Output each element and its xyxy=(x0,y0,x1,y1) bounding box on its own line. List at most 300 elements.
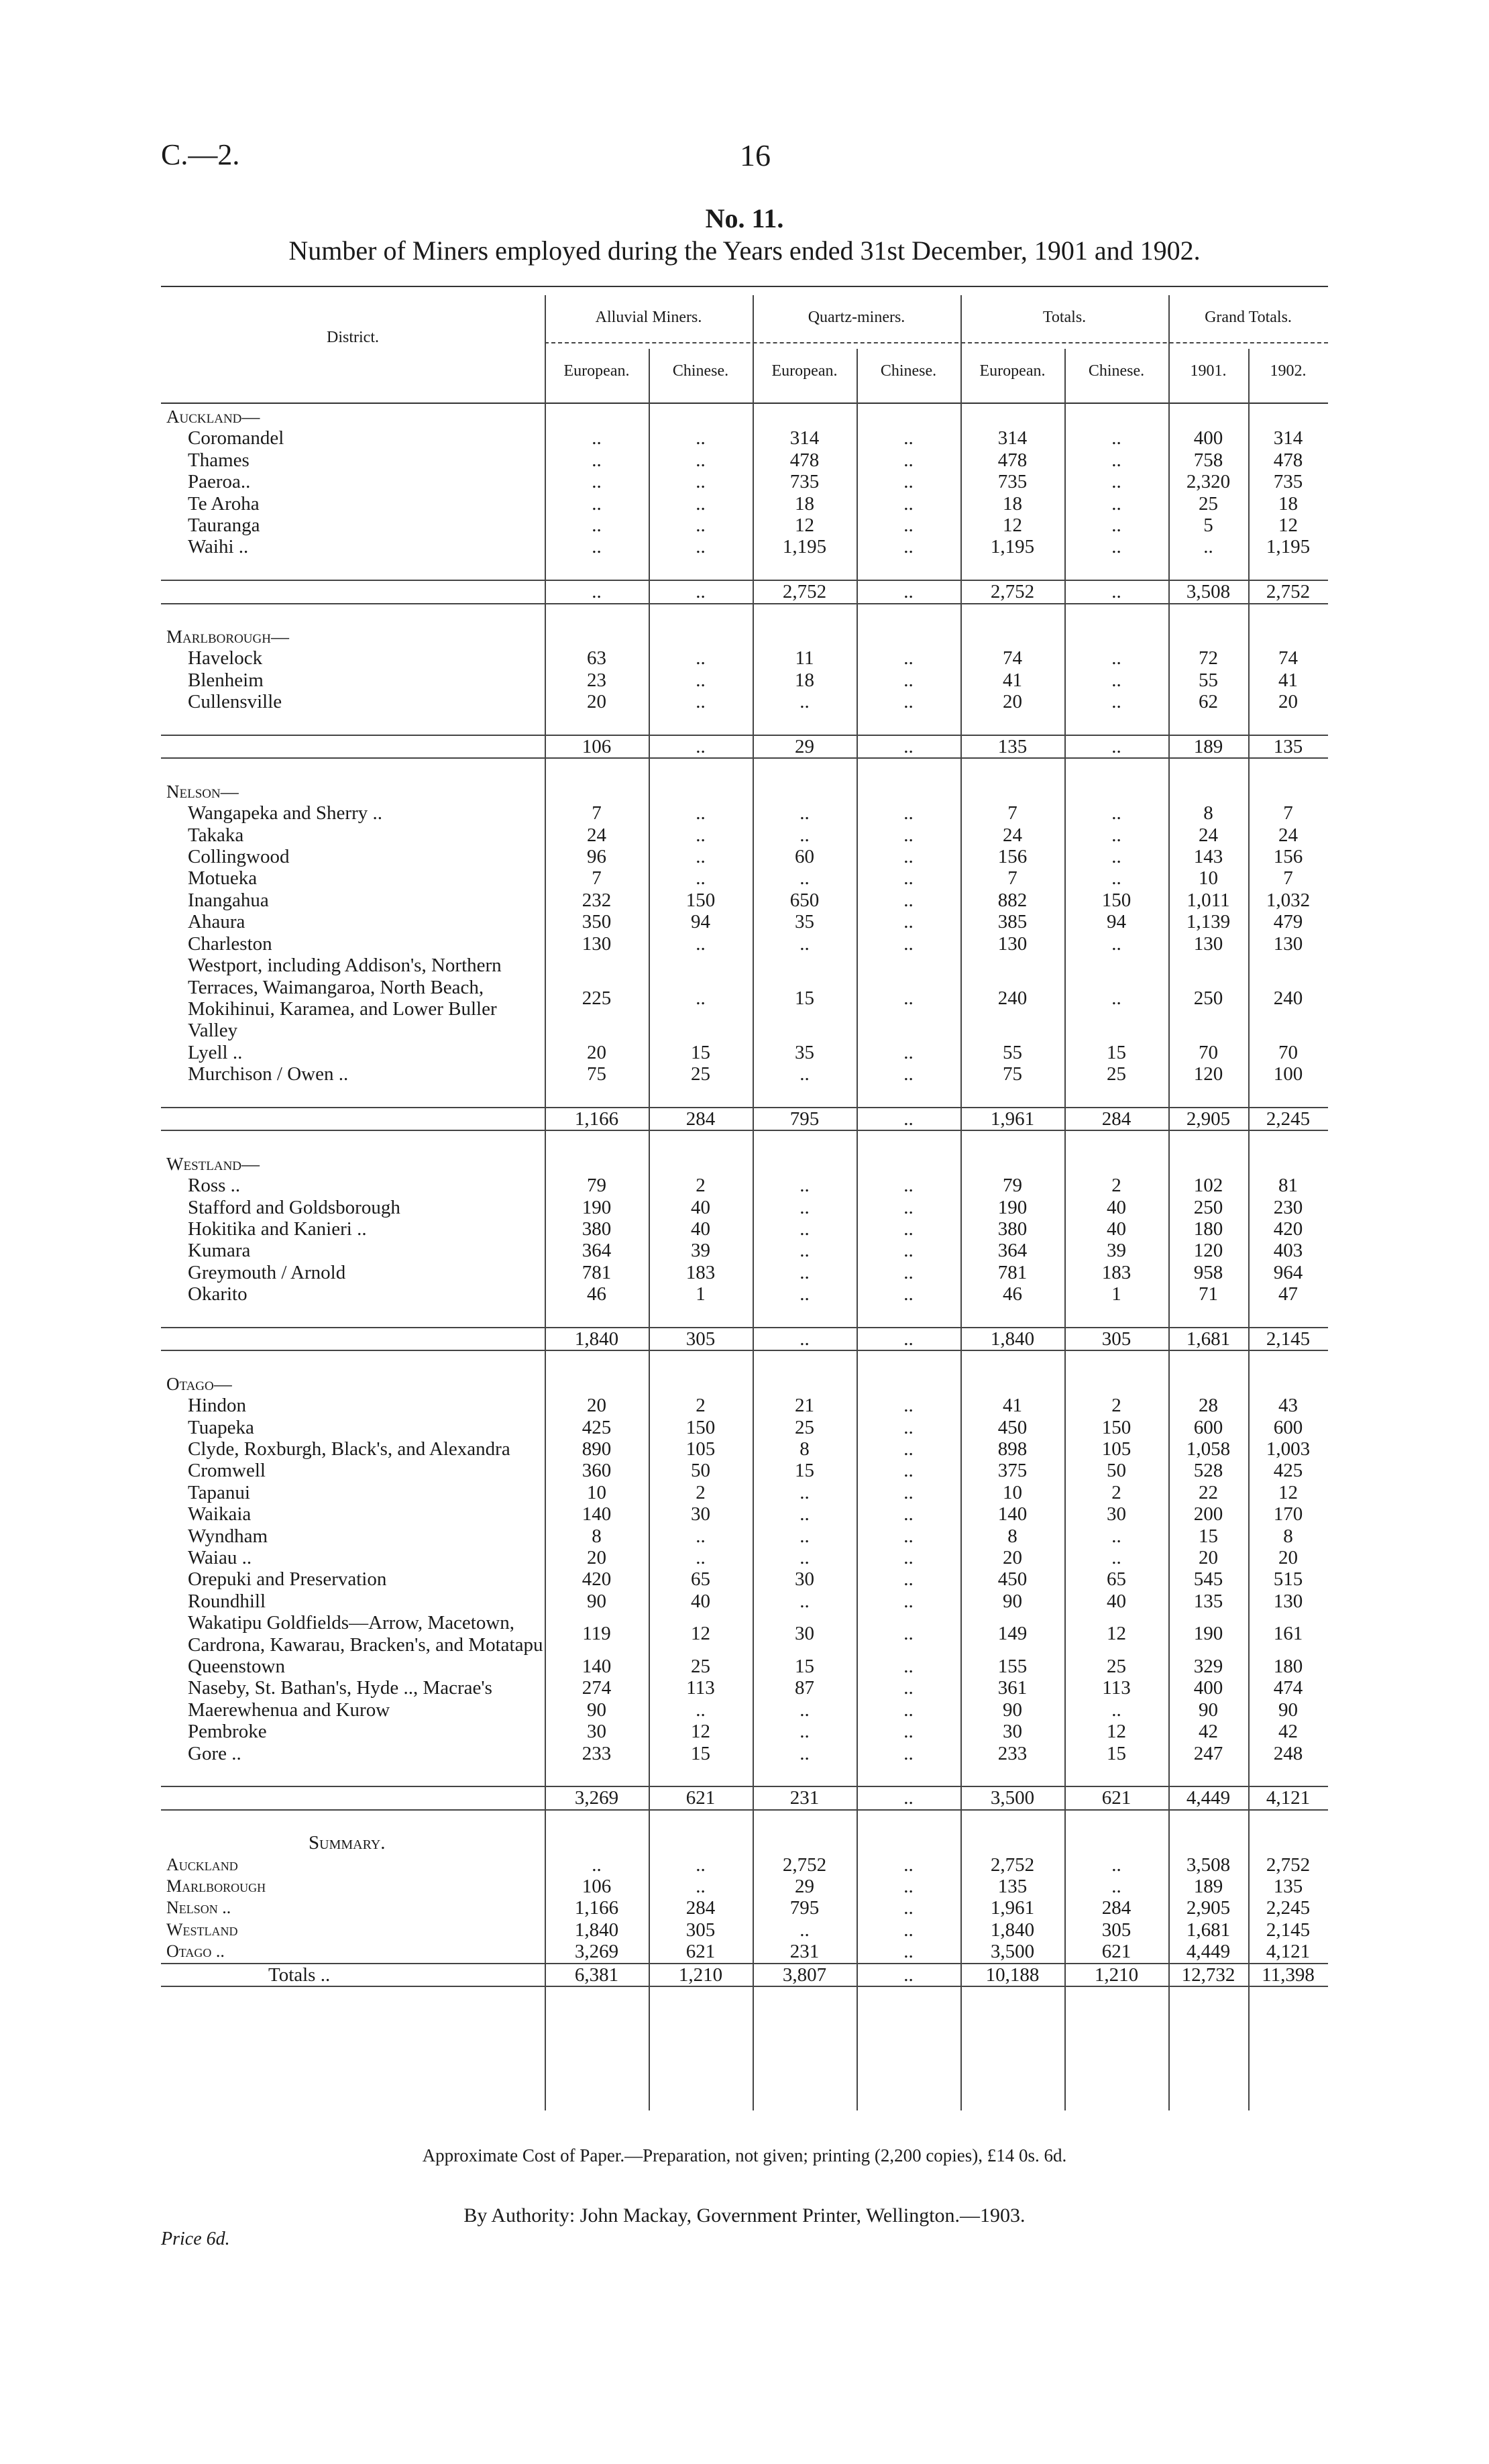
value-cell: 55 xyxy=(1199,669,1218,691)
grand-total-row xyxy=(161,1964,1328,1986)
value-cell: .. xyxy=(1111,1699,1121,1721)
value-cell: .. xyxy=(799,1481,810,1503)
value-cell: 329 xyxy=(1193,1656,1223,1678)
value-cell: 284 xyxy=(1064,1108,1168,1130)
value-cell: .. xyxy=(903,1590,914,1612)
value-cell: .. xyxy=(903,1742,914,1764)
value-cell: 1,840 xyxy=(960,1328,1064,1350)
value-cell: .. xyxy=(696,867,706,890)
value-cell: 90 xyxy=(1199,1699,1218,1721)
value-cell: .. xyxy=(649,580,753,603)
value-cell: 2 xyxy=(1111,1481,1121,1503)
value-cell: 180 xyxy=(1193,1218,1223,1240)
value-cell: .. xyxy=(903,932,914,955)
quartz-chinese-header: Chinese. xyxy=(880,362,937,380)
value-cell: 478 xyxy=(997,449,1028,471)
value-cell: 18 xyxy=(795,669,814,691)
value-cell: .. xyxy=(903,846,914,868)
table-row xyxy=(161,824,1328,846)
alluvial-header: Alluvial Miners. xyxy=(595,309,702,326)
value-cell xyxy=(753,626,857,647)
value-cell: 183 xyxy=(1101,1261,1132,1283)
value-cell: 2 xyxy=(696,1481,706,1503)
value-cell: .. xyxy=(696,449,706,471)
value-cell xyxy=(1064,406,1168,427)
value-cell: 40 xyxy=(691,1196,710,1218)
spacer-row xyxy=(161,1810,1328,1832)
value-cell: 1,003 xyxy=(1266,1438,1311,1460)
value-cell: 140 xyxy=(582,1503,612,1525)
value-cell: 650 xyxy=(789,889,820,911)
value-cell: 24 xyxy=(1278,824,1298,846)
value-cell: 20 xyxy=(587,1041,606,1063)
value-cell xyxy=(753,781,857,802)
value-cell xyxy=(545,1153,649,1175)
value-cell: .. xyxy=(903,1547,914,1568)
table-row xyxy=(161,955,1328,1042)
value-cell: .. xyxy=(799,1240,810,1262)
value-cell: .. xyxy=(799,932,810,955)
value-cell: 380 xyxy=(997,1218,1028,1240)
value-cell: 3,269 xyxy=(545,1786,649,1809)
value-cell: 1,961 xyxy=(960,1108,1064,1130)
table-row xyxy=(161,1525,1328,1547)
district-cell: Havelock xyxy=(188,647,263,669)
value-cell: .. xyxy=(799,824,810,846)
value-cell: 79 xyxy=(1003,1175,1022,1197)
table-row xyxy=(161,1395,1328,1416)
value-cell: 12 xyxy=(691,1721,710,1743)
value-cell: .. xyxy=(903,691,914,713)
value-cell xyxy=(753,406,857,427)
value-cell: .. xyxy=(903,536,914,558)
grand-1901-header: 1901. xyxy=(1190,362,1227,380)
value-cell: 20 xyxy=(587,1547,606,1568)
value-cell: .. xyxy=(903,1854,914,1876)
value-cell: 65 xyxy=(1107,1568,1126,1591)
subtotal-row xyxy=(161,1328,1328,1350)
value-cell: .. xyxy=(903,1699,914,1721)
value-cell: 2 xyxy=(696,1395,706,1417)
totals-chinese-header: Chinese. xyxy=(1088,362,1145,380)
table-row xyxy=(161,1919,1328,1941)
table-number: No. 11. xyxy=(705,203,784,233)
totals-header: Totals. xyxy=(1042,309,1087,326)
value-cell: 41 xyxy=(1278,669,1298,691)
table-row xyxy=(161,867,1328,889)
value-cell: 450 xyxy=(997,1416,1028,1438)
value-cell: 20 xyxy=(1003,691,1022,713)
value-cell xyxy=(1248,626,1328,647)
table-row xyxy=(161,647,1328,669)
authority-line: By Authority: John Mackay, Government Printer, Wellington.—1903. xyxy=(463,2204,1026,2227)
value-cell: 360 xyxy=(582,1460,612,1482)
value-cell: .. xyxy=(857,1786,960,1809)
value-cell: .. xyxy=(799,1503,810,1525)
value-cell xyxy=(857,406,960,427)
value-cell: .. xyxy=(903,1568,914,1591)
value-cell: 250 xyxy=(1193,987,1223,1009)
district-cell: Summary. xyxy=(309,1832,386,1854)
value-cell: .. xyxy=(903,1876,914,1898)
value-cell: 3,500 xyxy=(960,1786,1064,1809)
value-cell: 50 xyxy=(1107,1460,1126,1482)
district-cell: Okarito xyxy=(188,1283,247,1305)
value-cell: .. xyxy=(696,1876,706,1898)
value-cell: 2,145 xyxy=(1266,1919,1311,1941)
table-row xyxy=(161,1417,1328,1438)
value-cell: 140 xyxy=(997,1503,1028,1525)
table-row xyxy=(161,536,1328,557)
value-cell: 314 xyxy=(1273,427,1303,449)
value-cell: 314 xyxy=(997,427,1028,449)
value-cell: .. xyxy=(903,802,914,824)
district-cell: Inangahua xyxy=(188,889,269,911)
price: Price 6d. xyxy=(161,2229,230,2249)
value-cell: .. xyxy=(903,1196,914,1218)
value-cell: .. xyxy=(903,1503,914,1525)
value-cell: 2,752 xyxy=(960,580,1064,603)
value-cell xyxy=(1248,1153,1328,1175)
value-cell: .. xyxy=(1111,492,1121,515)
value-cell xyxy=(1248,1832,1328,1854)
table-row xyxy=(161,1656,1328,1677)
value-cell: 425 xyxy=(582,1416,612,1438)
value-cell: 74 xyxy=(1003,647,1022,669)
value-cell: 2,245 xyxy=(1266,1897,1311,1919)
value-cell: .. xyxy=(903,1525,914,1547)
value-cell xyxy=(545,1832,649,1854)
value-cell: 130 xyxy=(997,932,1028,955)
value-cell: 113 xyxy=(1102,1677,1131,1699)
value-cell: 113 xyxy=(686,1677,715,1699)
value-cell: 8 xyxy=(592,1525,602,1547)
value-cell: 140 xyxy=(582,1656,612,1678)
value-cell: .. xyxy=(903,1416,914,1438)
value-cell: .. xyxy=(696,1699,706,1721)
district-cell: Hindon xyxy=(188,1395,246,1417)
value-cell: .. xyxy=(696,802,706,824)
value-cell xyxy=(545,781,649,802)
value-cell: 90 xyxy=(1003,1699,1022,1721)
table-row xyxy=(161,669,1328,691)
district-cell: Tuapeka xyxy=(188,1416,254,1438)
district-cell: Roundhill xyxy=(188,1590,266,1612)
district-cell: Westport, including Addison's, Northern Terraces, Waimangaroa, North Beach, Mokihinui, Karamea, and Lower Buller Valley xyxy=(188,955,502,1042)
value-cell xyxy=(857,1373,960,1395)
header-bottom-rule xyxy=(161,403,1328,404)
value-cell: 170 xyxy=(1273,1503,1303,1525)
value-cell xyxy=(1168,406,1248,427)
value-cell: 94 xyxy=(1107,911,1126,933)
value-cell: 35 xyxy=(795,1041,814,1063)
value-cell: 2 xyxy=(1111,1395,1121,1417)
value-cell: 100 xyxy=(1273,1063,1303,1085)
value-cell: 284 xyxy=(649,1108,753,1130)
district-cell: Blenheim xyxy=(188,669,264,691)
value-cell: 149 xyxy=(997,1623,1028,1645)
value-cell: 130 xyxy=(1273,1590,1303,1612)
value-cell xyxy=(649,1832,753,1854)
value-cell: 105 xyxy=(1101,1438,1132,1460)
value-cell: 1 xyxy=(1111,1283,1121,1305)
value-cell: 781 xyxy=(582,1261,612,1283)
value-cell: 15 xyxy=(795,987,814,1009)
alluvial-chinese-header: Chinese. xyxy=(672,362,729,380)
value-cell: .. xyxy=(903,1218,914,1240)
value-cell xyxy=(857,781,960,802)
value-cell: 231 xyxy=(753,1786,857,1809)
district-cell: Collingwood xyxy=(188,846,290,868)
value-cell: 4,449 xyxy=(1168,1786,1248,1809)
value-cell: .. xyxy=(696,1547,706,1568)
value-cell: .. xyxy=(799,1590,810,1612)
value-cell: 758 xyxy=(1193,449,1223,471)
value-cell: 190 xyxy=(582,1196,612,1218)
value-cell: .. xyxy=(1111,647,1121,669)
value-cell: 15 xyxy=(691,1742,710,1764)
table-row xyxy=(161,911,1328,932)
district-cell: Queenstown xyxy=(188,1656,285,1678)
section-label: Nelson— xyxy=(166,781,239,802)
value-cell: 1,210 xyxy=(1064,1964,1168,1986)
value-cell: 375 xyxy=(997,1460,1028,1482)
alluvial-european-header: European. xyxy=(563,362,630,380)
value-cell: .. xyxy=(592,427,602,449)
value-cell: 60 xyxy=(795,846,814,868)
value-cell: 364 xyxy=(997,1240,1028,1262)
value-cell: 135 xyxy=(997,1876,1028,1898)
value-cell: .. xyxy=(592,492,602,515)
value-cell: .. xyxy=(903,1623,914,1645)
value-cell: .. xyxy=(903,427,914,449)
value-cell xyxy=(1064,1373,1168,1395)
value-cell: .. xyxy=(799,1283,810,1305)
value-cell: .. xyxy=(1064,580,1168,603)
district-cell: Nelson .. xyxy=(166,1898,231,1918)
value-cell: 2,245 xyxy=(1248,1108,1328,1130)
district-cell: Stafford and Goldsborough xyxy=(188,1196,400,1218)
table-row xyxy=(161,691,1328,712)
value-cell: 161 xyxy=(1273,1623,1303,1645)
table-row xyxy=(161,890,1328,911)
table-row xyxy=(161,1482,1328,1503)
value-cell: 21 xyxy=(795,1395,814,1417)
value-cell: 190 xyxy=(997,1196,1028,1218)
value-cell: .. xyxy=(696,669,706,691)
value-cell xyxy=(649,1153,753,1175)
value-cell xyxy=(960,1832,1064,1854)
value-cell: .. xyxy=(696,1525,706,1547)
value-cell: 20 xyxy=(1278,1547,1298,1568)
value-cell: 248 xyxy=(1273,1742,1303,1764)
value-cell xyxy=(753,1832,857,1854)
district-cell: Pembroke xyxy=(188,1721,267,1743)
value-cell: 106 xyxy=(582,1876,612,1898)
value-cell: 1,195 xyxy=(990,536,1035,558)
district-cell: Thames xyxy=(188,449,250,471)
spacer-row xyxy=(161,604,1328,626)
table-row xyxy=(161,449,1328,471)
value-cell: .. xyxy=(1111,1525,1121,1547)
value-cell: 190 xyxy=(1193,1623,1223,1645)
value-cell: 1,195 xyxy=(782,536,827,558)
value-cell: 25 xyxy=(1199,492,1218,515)
value-cell: 305 xyxy=(685,1919,716,1941)
value-cell: 230 xyxy=(1273,1196,1303,1218)
table-row xyxy=(161,1897,1328,1919)
district-cell: Tapanui xyxy=(188,1481,250,1503)
value-cell: 3,508 xyxy=(1186,1854,1231,1876)
spacer-row xyxy=(161,1350,1328,1373)
value-cell: 12 xyxy=(1107,1623,1126,1645)
value-cell: 15 xyxy=(795,1656,814,1678)
value-cell: 130 xyxy=(1193,932,1223,955)
value-cell: .. xyxy=(696,824,706,846)
value-cell: 189 xyxy=(1168,735,1248,758)
district-cell: Coromandel xyxy=(188,427,284,449)
value-cell: 25 xyxy=(691,1656,710,1678)
value-cell: 189 xyxy=(1193,1876,1223,1898)
value-cell: .. xyxy=(903,1041,914,1063)
district-cell xyxy=(161,580,545,603)
district-cell xyxy=(161,735,545,758)
table-row xyxy=(161,1503,1328,1525)
table-row xyxy=(161,1591,1328,1612)
value-cell: 20 xyxy=(587,1395,606,1417)
value-cell: 30 xyxy=(691,1503,710,1525)
value-cell: .. xyxy=(903,669,914,691)
value-cell: .. xyxy=(799,1175,810,1197)
value-cell: 35 xyxy=(795,911,814,933)
value-cell: 478 xyxy=(789,449,820,471)
value-cell: 12,732 xyxy=(1168,1964,1248,1986)
value-cell: 30 xyxy=(1003,1721,1022,1743)
value-cell: 120 xyxy=(1193,1240,1223,1262)
value-cell: 40 xyxy=(1107,1196,1126,1218)
value-cell: 1,681 xyxy=(1186,1919,1231,1941)
value-cell: .. xyxy=(799,1196,810,1218)
value-cell: 1,011 xyxy=(1187,889,1230,911)
value-cell: 55 xyxy=(1003,1041,1022,1063)
district-cell: Waikaia xyxy=(188,1503,252,1525)
value-cell: .. xyxy=(903,911,914,933)
value-cell: 545 xyxy=(1193,1568,1223,1591)
value-cell: .. xyxy=(857,735,960,758)
value-cell: 30 xyxy=(587,1721,606,1743)
value-cell: 183 xyxy=(685,1261,716,1283)
value-cell xyxy=(1064,781,1168,802)
value-cell: 29 xyxy=(795,1876,814,1898)
value-cell: 39 xyxy=(1107,1240,1126,1262)
table-row xyxy=(161,1063,1328,1085)
value-cell: 882 xyxy=(997,889,1028,911)
value-cell: 24 xyxy=(587,824,606,846)
value-cell: 7 xyxy=(592,867,602,890)
value-cell: 18 xyxy=(1003,492,1022,515)
section-label: Marlborough— xyxy=(166,627,289,647)
value-cell xyxy=(1168,781,1248,802)
value-cell: .. xyxy=(799,691,810,713)
value-cell xyxy=(1168,1153,1248,1175)
value-cell: .. xyxy=(649,735,753,758)
value-cell: .. xyxy=(903,471,914,493)
value-cell: 284 xyxy=(685,1897,716,1919)
table-row xyxy=(161,1197,1328,1218)
value-cell xyxy=(1064,1832,1168,1854)
value-cell: .. xyxy=(696,536,706,558)
table-row xyxy=(161,802,1328,824)
value-cell: .. xyxy=(592,536,602,558)
table-row xyxy=(161,1438,1328,1460)
value-cell xyxy=(1064,626,1168,647)
value-cell: .. xyxy=(903,1438,914,1460)
table-row xyxy=(161,1547,1328,1568)
value-cell: 795 xyxy=(789,1897,820,1919)
value-cell: 4,449 xyxy=(1186,1941,1231,1963)
value-cell: 380 xyxy=(582,1218,612,1240)
value-cell: 15 xyxy=(1107,1742,1126,1764)
spacer-row xyxy=(161,1764,1328,1786)
table-row xyxy=(161,846,1328,867)
district-cell xyxy=(161,1786,545,1809)
value-cell xyxy=(753,1153,857,1175)
district-cell: Auckland xyxy=(166,1854,238,1874)
value-cell xyxy=(960,1153,1064,1175)
value-cell: .. xyxy=(799,1742,810,1764)
district-cell: Ahaura xyxy=(188,911,245,933)
value-cell: 232 xyxy=(582,889,612,911)
district-cell: Westland xyxy=(166,1919,238,1939)
value-cell: 1,210 xyxy=(649,1964,753,1986)
value-cell xyxy=(1168,1832,1248,1854)
value-cell: 72 xyxy=(1199,647,1218,669)
value-cell: 43 xyxy=(1278,1395,1298,1417)
district-cell: Clyde, Roxburgh, Black's, and Alexandra xyxy=(188,1438,510,1460)
value-cell: .. xyxy=(1111,846,1121,868)
value-cell: 105 xyxy=(685,1438,716,1460)
value-cell: 479 xyxy=(1273,911,1303,933)
value-cell: 478 xyxy=(1273,449,1303,471)
district-cell: Charleston xyxy=(188,932,272,955)
value-cell: .. xyxy=(799,802,810,824)
value-cell: 305 xyxy=(1101,1919,1132,1941)
value-cell: 20 xyxy=(1278,691,1298,713)
value-cell: .. xyxy=(696,1854,706,1876)
value-cell: 70 xyxy=(1278,1041,1298,1063)
value-cell: .. xyxy=(696,647,706,669)
table-row xyxy=(161,1854,1328,1876)
value-cell: 96 xyxy=(587,846,606,868)
table-row xyxy=(161,1042,1328,1063)
value-cell: 8 xyxy=(1283,1525,1293,1547)
value-cell: 39 xyxy=(691,1240,710,1262)
value-cell: 42 xyxy=(1278,1721,1298,1743)
section-label: Westland— xyxy=(166,1153,260,1174)
page-number: 16 xyxy=(740,138,771,172)
table-row xyxy=(161,1218,1328,1240)
value-cell: 135 xyxy=(1248,735,1328,758)
value-cell: 42 xyxy=(1199,1721,1218,1743)
district-cell: Otago .. xyxy=(166,1941,225,1962)
value-cell: 30 xyxy=(1107,1503,1126,1525)
spacer-row xyxy=(161,1130,1328,1153)
value-cell: .. xyxy=(1111,536,1121,558)
value-cell: 1,166 xyxy=(574,1897,619,1919)
value-cell xyxy=(857,1832,960,1854)
value-cell: 18 xyxy=(795,492,814,515)
district-cell xyxy=(161,1328,545,1350)
